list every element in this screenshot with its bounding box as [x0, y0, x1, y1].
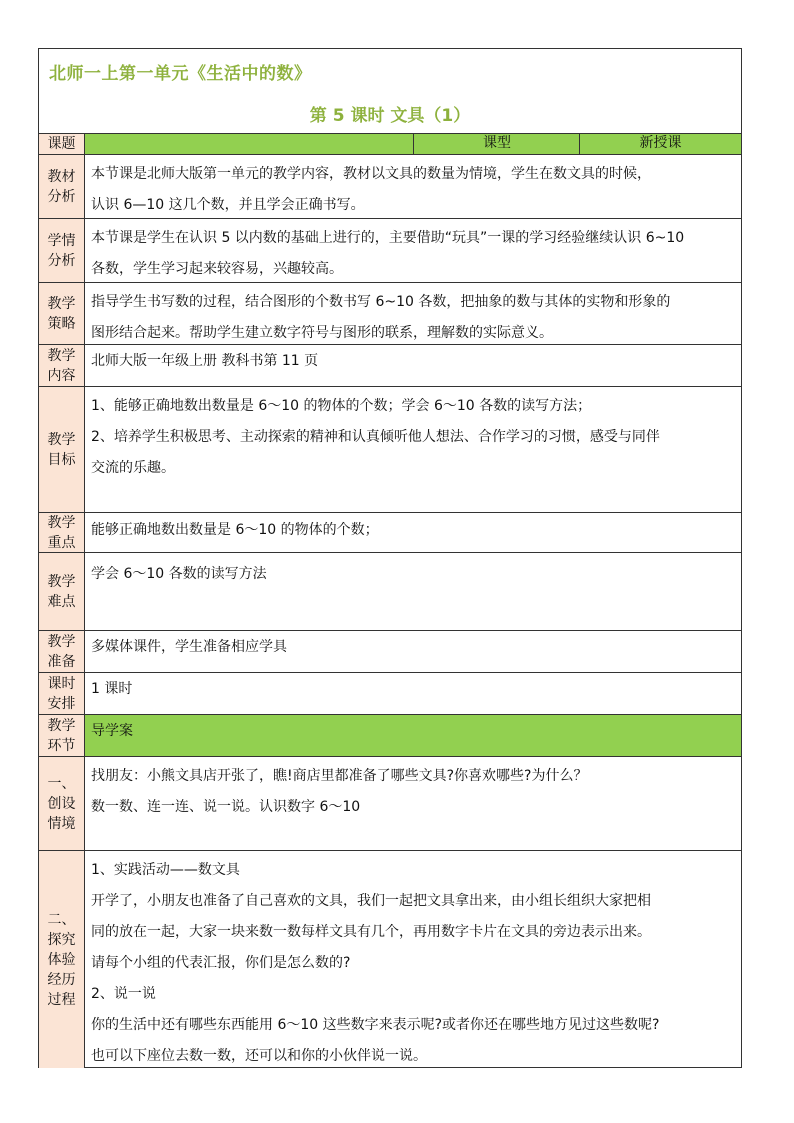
row-label: 教学策略 — [47, 295, 76, 332]
text-line: 本节课是学生在认识 5 以内数的基础上进行的，主要借助“玩具”一课的学习经验继续认识 6~10 — [91, 230, 685, 246]
keti-band — [85, 134, 741, 154]
row-preparation — [39, 630, 741, 672]
text-line: 找朋友：小熊文具店开张了，瞧!商店里都准备了哪些文具?你喜欢哪些?为什么？ — [91, 768, 588, 784]
row-label: 教学内容 — [47, 347, 76, 384]
row-content — [85, 673, 741, 714]
row-difficulties — [39, 552, 741, 630]
row-learner-analysis — [39, 218, 741, 282]
row-material-analysis — [39, 154, 741, 218]
row-content — [85, 851, 741, 1068]
text-line: 导学案 — [91, 723, 133, 739]
row-teaching-stage — [39, 714, 741, 756]
row-content — [85, 155, 741, 218]
row-teaching-strategy — [39, 282, 741, 344]
row-content — [85, 715, 741, 756]
row-label: 教材分析 — [47, 168, 76, 205]
text-line: 认识 6—10 这几个数，并且学会正确书写。 — [91, 197, 365, 213]
text-line: 指导学生书写数的过程，结合图形的个数书写 6~10 各数，把抽象的数与其体的实物和形象的 — [91, 294, 671, 310]
lesson-plan-table — [38, 48, 742, 1068]
keti-row — [39, 133, 741, 154]
row-label: 一、创设情境 — [47, 775, 76, 832]
text-line: 能够正确地数出数量是 6～10 的物体的个数； — [91, 522, 379, 538]
row-label: 学情分析 — [47, 232, 76, 269]
text-line: 学会 6～10 各数的读写方法 — [91, 566, 267, 582]
row-content — [85, 219, 741, 282]
row-content — [85, 283, 741, 344]
text-line: 也可以下座位去数一数，还可以和你的小伙伴说一说。 — [91, 1048, 427, 1064]
row-teaching-content — [39, 344, 741, 386]
text-line: 开学了，小朋友也准备了自己喜欢的文具，我们一起把文具拿出来，由小组长组织大家把相 — [91, 893, 651, 909]
lesson-subtitle: 第 5 课时 文具（1） — [309, 106, 471, 126]
text-line: 2、培养学生积极思考、主动探索的精神和认真倾听他人想法、合作学习的习惯，感受与同伴 — [91, 429, 660, 445]
type-value: 新授课 — [579, 134, 741, 154]
row-label: 教学重点 — [47, 514, 76, 551]
text-line: 各数，学生学习起来较容易，兴趣较高。 — [91, 261, 343, 277]
text-line: 请每个小组的代表汇报，你们是怎么数的? — [91, 955, 351, 971]
row-label: 教学准备 — [47, 633, 76, 670]
text-line: 北师大版一年级上册 教科书第 11 页 — [91, 353, 319, 369]
row-label: 课时安排 — [47, 675, 76, 712]
keti-label: 课题 — [39, 134, 85, 154]
text-line: 同的放在一起，大家一块来数一数每样文具有几个，再用数字卡片在文具的旁边表示出来。 — [91, 924, 651, 940]
row-explore-experience — [39, 850, 741, 1068]
row-label: 教学难点 — [47, 573, 76, 610]
row-content — [85, 553, 741, 630]
text-line: 你的生活中还有哪些东西能用 6～10 这些数字来表示呢?或者你还在哪些地方见过这些数呢? — [91, 1017, 660, 1033]
row-label: 教学环节 — [47, 717, 76, 754]
document-title: 北师一上第一单元《生活中的数》 — [49, 64, 312, 84]
text-line: 本节课是北师大版第一单元的教学内容，教材以文具的数量为情境，学生在数文具的时候， — [91, 166, 651, 182]
row-content — [85, 345, 741, 386]
row-content — [85, 513, 741, 552]
row-content — [85, 387, 741, 512]
row-content — [85, 631, 741, 672]
text-line: 1、实践活动——数文具 — [91, 862, 240, 878]
row-content — [85, 757, 741, 850]
row-key-points — [39, 512, 741, 552]
row-schedule — [39, 672, 741, 714]
text-line: 数一数、连一连、说一说。认识数字 6～10 — [91, 799, 361, 815]
text-line: 2、说一说 — [91, 986, 156, 1002]
row-create-scenario — [39, 756, 741, 850]
type-label: 课型 — [413, 134, 580, 154]
text-line: 多媒体课件，学生准备相应学具 — [91, 639, 287, 655]
text-line: 交流的乐趣。 — [91, 460, 175, 476]
text-line: 图形结合起来。帮助学生建立数字符号与图形的联系，理解数的实际意义。 — [91, 325, 553, 341]
text-line: 1、能够正确地数出数量是 6～10 的物体的个数；学会 6～10 各数的读写方法； — [91, 398, 592, 414]
text-line: 1 课时 — [91, 681, 133, 697]
row-label: 教学目标 — [47, 431, 76, 468]
row-label: 二、探究体验经历过程 — [47, 911, 76, 1008]
row-teaching-goals — [39, 386, 741, 512]
